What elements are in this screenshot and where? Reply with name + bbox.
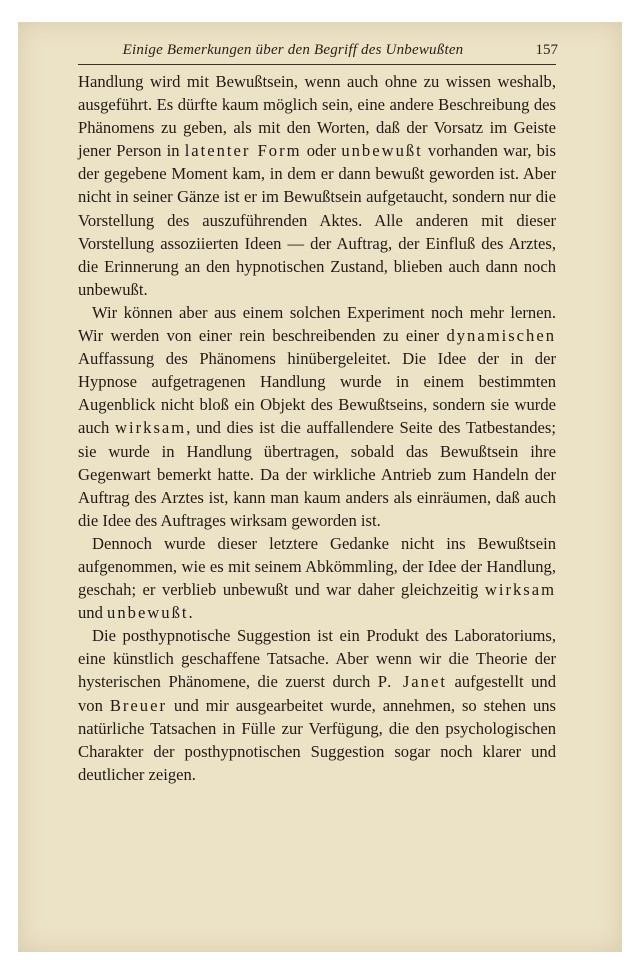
emphasis-spaced: dynamischen (446, 326, 556, 346)
emphasis-spaced: unbewußt (341, 141, 423, 161)
running-title: Einige Bemerkungen über den Begriff des Unbewußten (122, 42, 464, 58)
text-run: Auffassung des Phänomens hinübergeleitet. Die Idee der in der Hypnose aufgetragenen Handlung wurde in einem bestimmten Augenblick nicht bloß ein Objekt des Bewußtseins, sondern sie wurde auch (78, 349, 556, 438)
emphasis-spaced: wirksam (484, 580, 556, 600)
emphasis-spaced: unbewußt (107, 603, 189, 623)
text-run: und mir ausgearbeitet wurde, annehmen, so stehen uns natürliche Tatsachen in Fülle zur Verfügung, die den psychologischen Charakter der posthypnotischen Suggestion sogar noch klarer und deutlicher zeigen. (78, 695, 556, 784)
running-header (78, 38, 558, 64)
author-name-spaced: P. Janet (377, 672, 447, 692)
text-run: vorhanden war, bis der gegebene Moment kam, in dem er dann bewußt geworden ist. Aber nicht in seiner Gänze ist er im Bewußtsein aufgetaucht, sondern nur die Vorstellung des auszuführenden Aktes. Alle anderen mit dieser Vorstellung assoziierten Ideen — der Auftrag, der Einfluß des Arztes, die Erinnerung an den hypnotischen Zustand, blieben auch dann noch unbewußt. (78, 141, 556, 299)
text-run: Wir können aber aus einem solchen Experiment noch mehr lernen. Wir werden von einer rein beschreibenden zu einer (78, 302, 556, 346)
author-name-spaced: Breuer (109, 695, 167, 715)
paragraph-1 (78, 70, 556, 301)
paragraph-3 (78, 532, 556, 624)
text-run: Die posthypnotische Suggestion ist ein Produkt des Laboratoriums, eine künstlich geschaffene Tatsache. Aber wenn wir die Theorie der hysterischen Phänomene, die zuerst durch (78, 626, 556, 692)
text-run: Handlung wird mit Bewußtsein, wenn auch ohne zu wissen weshalb, ausgeführt. Es dürfte kaum möglich sein, eine andere Beschreibung des Phänomens zu geben, als mit den Worten, daß der Vorsatz im Geiste jener Person in (78, 72, 556, 161)
body-text (78, 70, 556, 786)
text-run: Dennoch wurde dieser letztere Gedanke nicht ins Bewußtsein aufgenommen, wie es mit seinem Abkömmling, der Idee der Handlung, geschah; er verblieb unbewußt und war daher gleichzeitig (78, 533, 556, 600)
emphasis-spaced: wirksam (115, 418, 187, 438)
emphasis-spaced: latenter Form (184, 141, 302, 161)
text-run: oder (301, 141, 342, 161)
paragraph-4 (78, 624, 556, 786)
text-run: und (78, 603, 108, 623)
header-rule (78, 64, 556, 65)
paragraph-2 (78, 301, 556, 532)
text-run: . (188, 603, 193, 623)
text-run: aufgestellt und von (78, 672, 556, 715)
page-number: 157 (535, 42, 558, 58)
text-run: , und dies ist die auffallendere Seite des Tatbestandes; sie wurde in Handlung übertragen, sobald das Bewußtsein ihre Gegenwart bemerkt hatte. Da der wirkliche Antrieb zum Handeln der Auftrag des Arztes ist, kann man kaum anders als einräumen, daß auch die Idee des Auftrages wirksam geworden ist. (78, 418, 556, 530)
